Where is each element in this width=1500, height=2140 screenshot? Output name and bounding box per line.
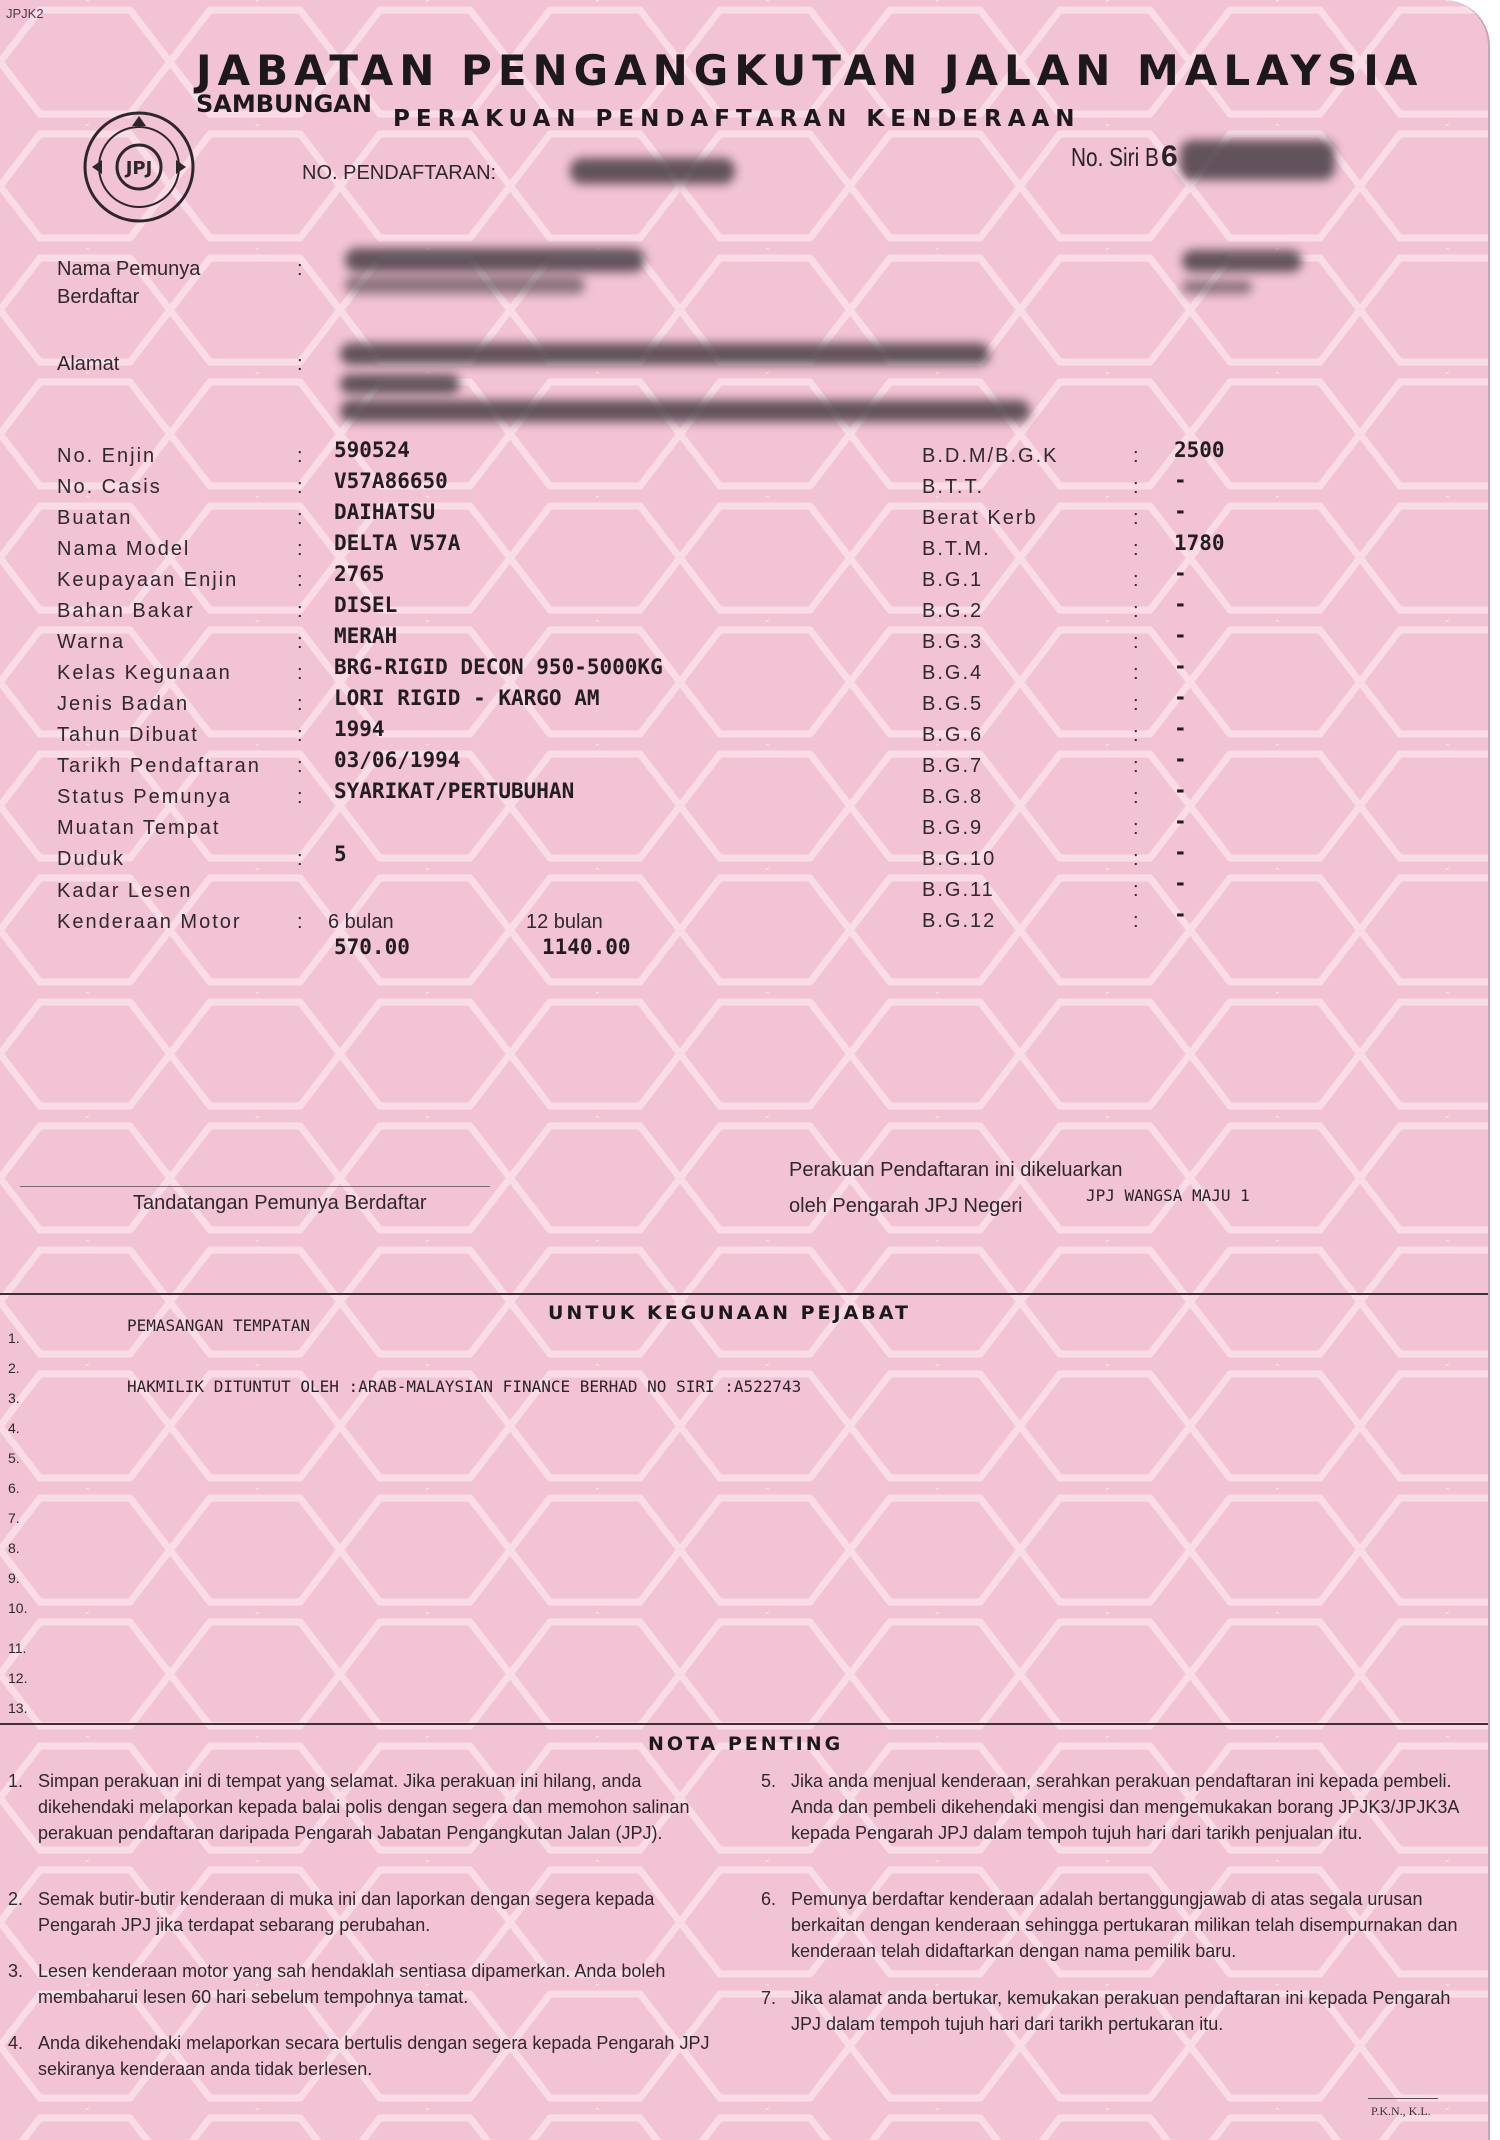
bg5-value: - [1174,685,1187,709]
note-text: Simpan perakuan ini di tempat yang selamat. Jika perakuan ini hilang, anda dikehendaki melaporkan kepada balai polis dengan segera dan memohon salinan perakuan pendaftaran daripada Pengarah Jabatan Pengangkutan Jalan (JPJ). [38,1771,690,1843]
line-number: 2. [8,1360,20,1376]
btt-label: B.T.T. [922,476,985,498]
redacted-owner-name [345,248,645,272]
bg8-label: B.G.8 [922,786,984,808]
agency-title: JABATAN PENGANGKUTAN JALAN MALAYSIA [196,46,1424,95]
line-number: 7. [8,1510,20,1526]
fuel-value: DISEL [334,593,398,617]
colon: : [297,507,303,529]
btm-value: 1780 [1174,531,1225,555]
issued-by-text-1: Perakuan Pendaftaran ini dikeluarkan [789,1159,1123,1181]
bg10-label: B.G.10 [922,848,997,870]
bg11-label: B.G.11 [922,879,995,901]
redacted-address-line-2 [340,374,460,394]
note-number: 7. [761,1988,777,2008]
bg5-label: B.G.5 [922,693,984,715]
serial-label: No. Siri B [1071,142,1159,172]
six-month-value: 570.00 [334,935,410,959]
bg7-value: - [1174,747,1187,771]
signature-line [20,1186,490,1187]
bg9-value: - [1174,809,1187,833]
registration-date-label: Tarikh Pendaftaran [57,755,261,777]
note-number: 4. [8,2033,24,2053]
chassis-no-value: V57A86650 [334,469,448,493]
note-item [8,1768,713,1846]
note-item [8,2030,713,2082]
license-rate-label: Kadar Lesen [57,880,193,902]
colon: : [297,538,303,560]
redacted-registration-number [570,158,735,184]
btm-label: B.T.M. [922,538,991,560]
bg1-label: B.G.1 [922,569,984,591]
engine-no-label: No. Enjin [57,445,157,467]
engine-capacity-label: Keupayaan Enjin [57,569,239,591]
usage-class-label: Kelas Kegunaan [57,662,232,684]
note-number: 3. [8,1961,24,1981]
bg4-value: - [1174,654,1187,678]
note-item [761,1886,1473,1964]
continuation-label: SAMBUNGAN [196,90,372,118]
line-number: 8. [8,1540,20,1556]
btt-value: - [1174,468,1187,492]
owner-name-label: Nama Pemunya [57,258,201,280]
colon: : [297,476,303,498]
seating-label-2: Duduk [57,848,125,870]
line-number: 4. [8,1420,20,1436]
twelve-month-label: 12 bulan [526,911,603,933]
bg12-label: B.G.12 [922,910,997,932]
colon: : [1133,724,1139,746]
bg3-value: - [1174,623,1187,647]
colour-label: Warna [57,631,126,653]
notes-divider [0,1723,1488,1725]
redacted-owner-id-2 [1182,280,1252,294]
kerb-weight-value: - [1174,499,1187,523]
note-item [8,1958,713,2010]
colon: : [1133,507,1139,529]
colon: : [1133,569,1139,591]
colon: : [1133,755,1139,777]
year-made-label: Tahun Dibuat [57,724,199,746]
line-number: 6. [8,1480,20,1496]
colon: : [297,755,303,777]
body-type-label: Jenis Badan [57,693,190,715]
note-number: 6. [761,1889,777,1909]
line-number: 5. [8,1450,20,1466]
colon: : [1133,910,1139,932]
line-number: 10. [8,1600,28,1616]
line-number: 11. [8,1640,27,1656]
year-made-value: 1994 [334,717,385,741]
note-text: Jika anda menjual kenderaan, serahkan perakuan pendaftaran ini kepada pembeli. Anda dan pembeli dikehendaki mengisi dan mengemukakan borang JPJK3/JPJK3A kepada Pengarah JPJ dalam tempoh tujuh hari dari tarikh penjualan itu. [791,1771,1459,1843]
note-text: Anda dikehendaki melaporkan secara bertulis dengan segera kepada Pengarah JPJ sekiranya kenderaan anda tidak berlesen. [38,2033,710,2079]
line-number: 13. [8,1700,28,1716]
kerb-weight-label: Berat Kerb [922,507,1038,529]
engine-capacity-value: 2765 [334,562,385,586]
bg9-label: B.G.9 [922,817,984,839]
colon: : [297,258,303,280]
line-number: 1. [8,1330,20,1346]
bdm-label: B.D.M/B.G.K [922,445,1059,467]
license-rate-label-2: Kenderaan Motor [57,911,242,933]
colon: : [297,848,303,870]
address-label: Alamat [57,353,120,375]
model-value: DELTA V57A [334,531,461,555]
colon: : [297,662,303,684]
note-text: Pemunya berdaftar kenderaan adalah bertanggungjawab di atas segala urusan berkaitan dengan kenderaan sehingga pertukaran milikan telah disempurnakan dan kenderaan telah didaftarkan dengan nama pemilik baru. [791,1889,1458,1961]
bg3-label: B.G.3 [922,631,984,653]
redacted-owner-id [1182,250,1302,272]
office-use-title: UNTUK KEGUNAAN PEJABAT [548,1302,911,1324]
colon: : [1133,879,1139,901]
jpj-seal-icon [80,108,198,226]
engine-no-value: 590524 [334,438,410,462]
note-text: Semak butir-butir kenderaan di muka ini dan laporkan dengan segera kepada Pengarah JPJ jika terdapat sebarang perubahan. [38,1889,655,1935]
bg6-value: - [1174,716,1187,740]
colon: : [1133,600,1139,622]
owner-name-label-2: Berdaftar [57,286,140,308]
colon: : [297,911,303,933]
bg12-value: - [1174,902,1187,926]
six-month-label: 6 bulan [328,911,394,933]
line-number: 12. [8,1670,28,1686]
colon: : [297,786,303,808]
serial-prefix: 6 [1161,140,1178,173]
body-type-value: LORI RIGID - KARGO AM [334,686,600,710]
office-entry-2: HAKMILIK DITUNTUT OLEH :ARAB-MALAYSIAN FINANCE BERHAD NO SIRI :A522743 [127,1377,802,1396]
fuel-label: Bahan Bakar [57,600,195,622]
bg4-label: B.G.4 [922,662,984,684]
line-number: 9. [8,1570,20,1586]
redacted-owner-name-2 [345,276,585,294]
bg11-value: - [1174,871,1187,895]
bg10-value: - [1174,840,1187,864]
printer-mark: P.K.N., K.L. [1371,2104,1431,2118]
colon: : [1133,662,1139,684]
note-text: Jika alamat anda bertukar, kemukakan perakuan pendaftaran ini kepada Pengarah JPJ dalam tempoh tujuh hari dari tarikh pertukaran itu. [791,1988,1451,2034]
colon: : [1133,817,1139,839]
owner-signature-label: Tandatangan Pemunya Berdaftar [133,1192,427,1214]
form-code: JPJK2 [6,6,44,21]
colon: : [1133,693,1139,715]
bg7-label: B.G.7 [922,755,984,777]
redacted-serial-number [1180,140,1335,180]
office-entry-1: PEMASANGAN TEMPATAN [127,1316,311,1335]
bdm-value: 2500 [1174,438,1225,462]
bg8-value: - [1174,778,1187,802]
colon: : [1133,476,1139,498]
bg2-label: B.G.2 [922,600,984,622]
bg6-label: B.G.6 [922,724,984,746]
colour-value: MERAH [334,624,398,648]
usage-class-value: BRG-RIGID DECON 950-5000KG [334,655,663,679]
bg2-value: - [1174,592,1187,616]
twelve-month-value: 1140.00 [542,935,631,959]
printer-line [1368,2098,1438,2099]
note-number: 5. [761,1771,777,1791]
issuing-office: JPJ WANGSA MAJU 1 [1086,1186,1250,1205]
colon: : [1133,445,1139,467]
colon: : [297,569,303,591]
make-value: DAIHATSU [334,500,436,524]
colon: : [297,631,303,653]
notes-title: NOTA PENTING [648,1733,844,1755]
bg1-value: - [1174,561,1187,585]
redacted-address-line-3 [340,400,1030,422]
note-item [761,1768,1473,1846]
seating-value: 5 [334,842,347,866]
note-item [8,1886,713,1938]
office-use-divider [0,1293,1488,1295]
colon: : [297,353,303,375]
owner-status-value: SYARIKAT/PERTUBUHAN [334,779,575,803]
chassis-no-label: No. Casis [57,476,162,498]
svg-text:JPJ: JPJ [125,158,153,179]
registration-date-value: 03/06/1994 [334,748,461,772]
note-number: 1. [8,1771,24,1791]
redacted-address-line-1 [340,343,990,365]
registration-number-label: NO. PENDAFTARAN: [302,162,497,184]
colon: : [1133,538,1139,560]
note-number: 2. [8,1889,24,1909]
model-label: Nama Model [57,538,191,560]
colon: : [297,600,303,622]
colon: : [1133,848,1139,870]
colon: : [297,445,303,467]
line-number: 3. [8,1390,20,1406]
note-item [761,1985,1473,2037]
owner-status-label: Status Pemunya [57,786,232,808]
note-text: Lesen kenderaan motor yang sah hendaklah sentiasa dipamerkan. Anda boleh membaharui lesen 60 hari sebelum tempohnya tamat. [38,1961,666,2007]
make-label: Buatan [57,507,133,529]
colon: : [297,724,303,746]
colon: : [297,693,303,715]
issued-by-text-2: oleh Pengarah JPJ Negeri [789,1195,1023,1217]
colon: : [1133,631,1139,653]
seating-label: Muatan Tempat [57,817,221,839]
document-title: PERAKUAN PENDAFTARAN KENDERAAN [393,106,1081,132]
colon: : [1133,786,1139,808]
